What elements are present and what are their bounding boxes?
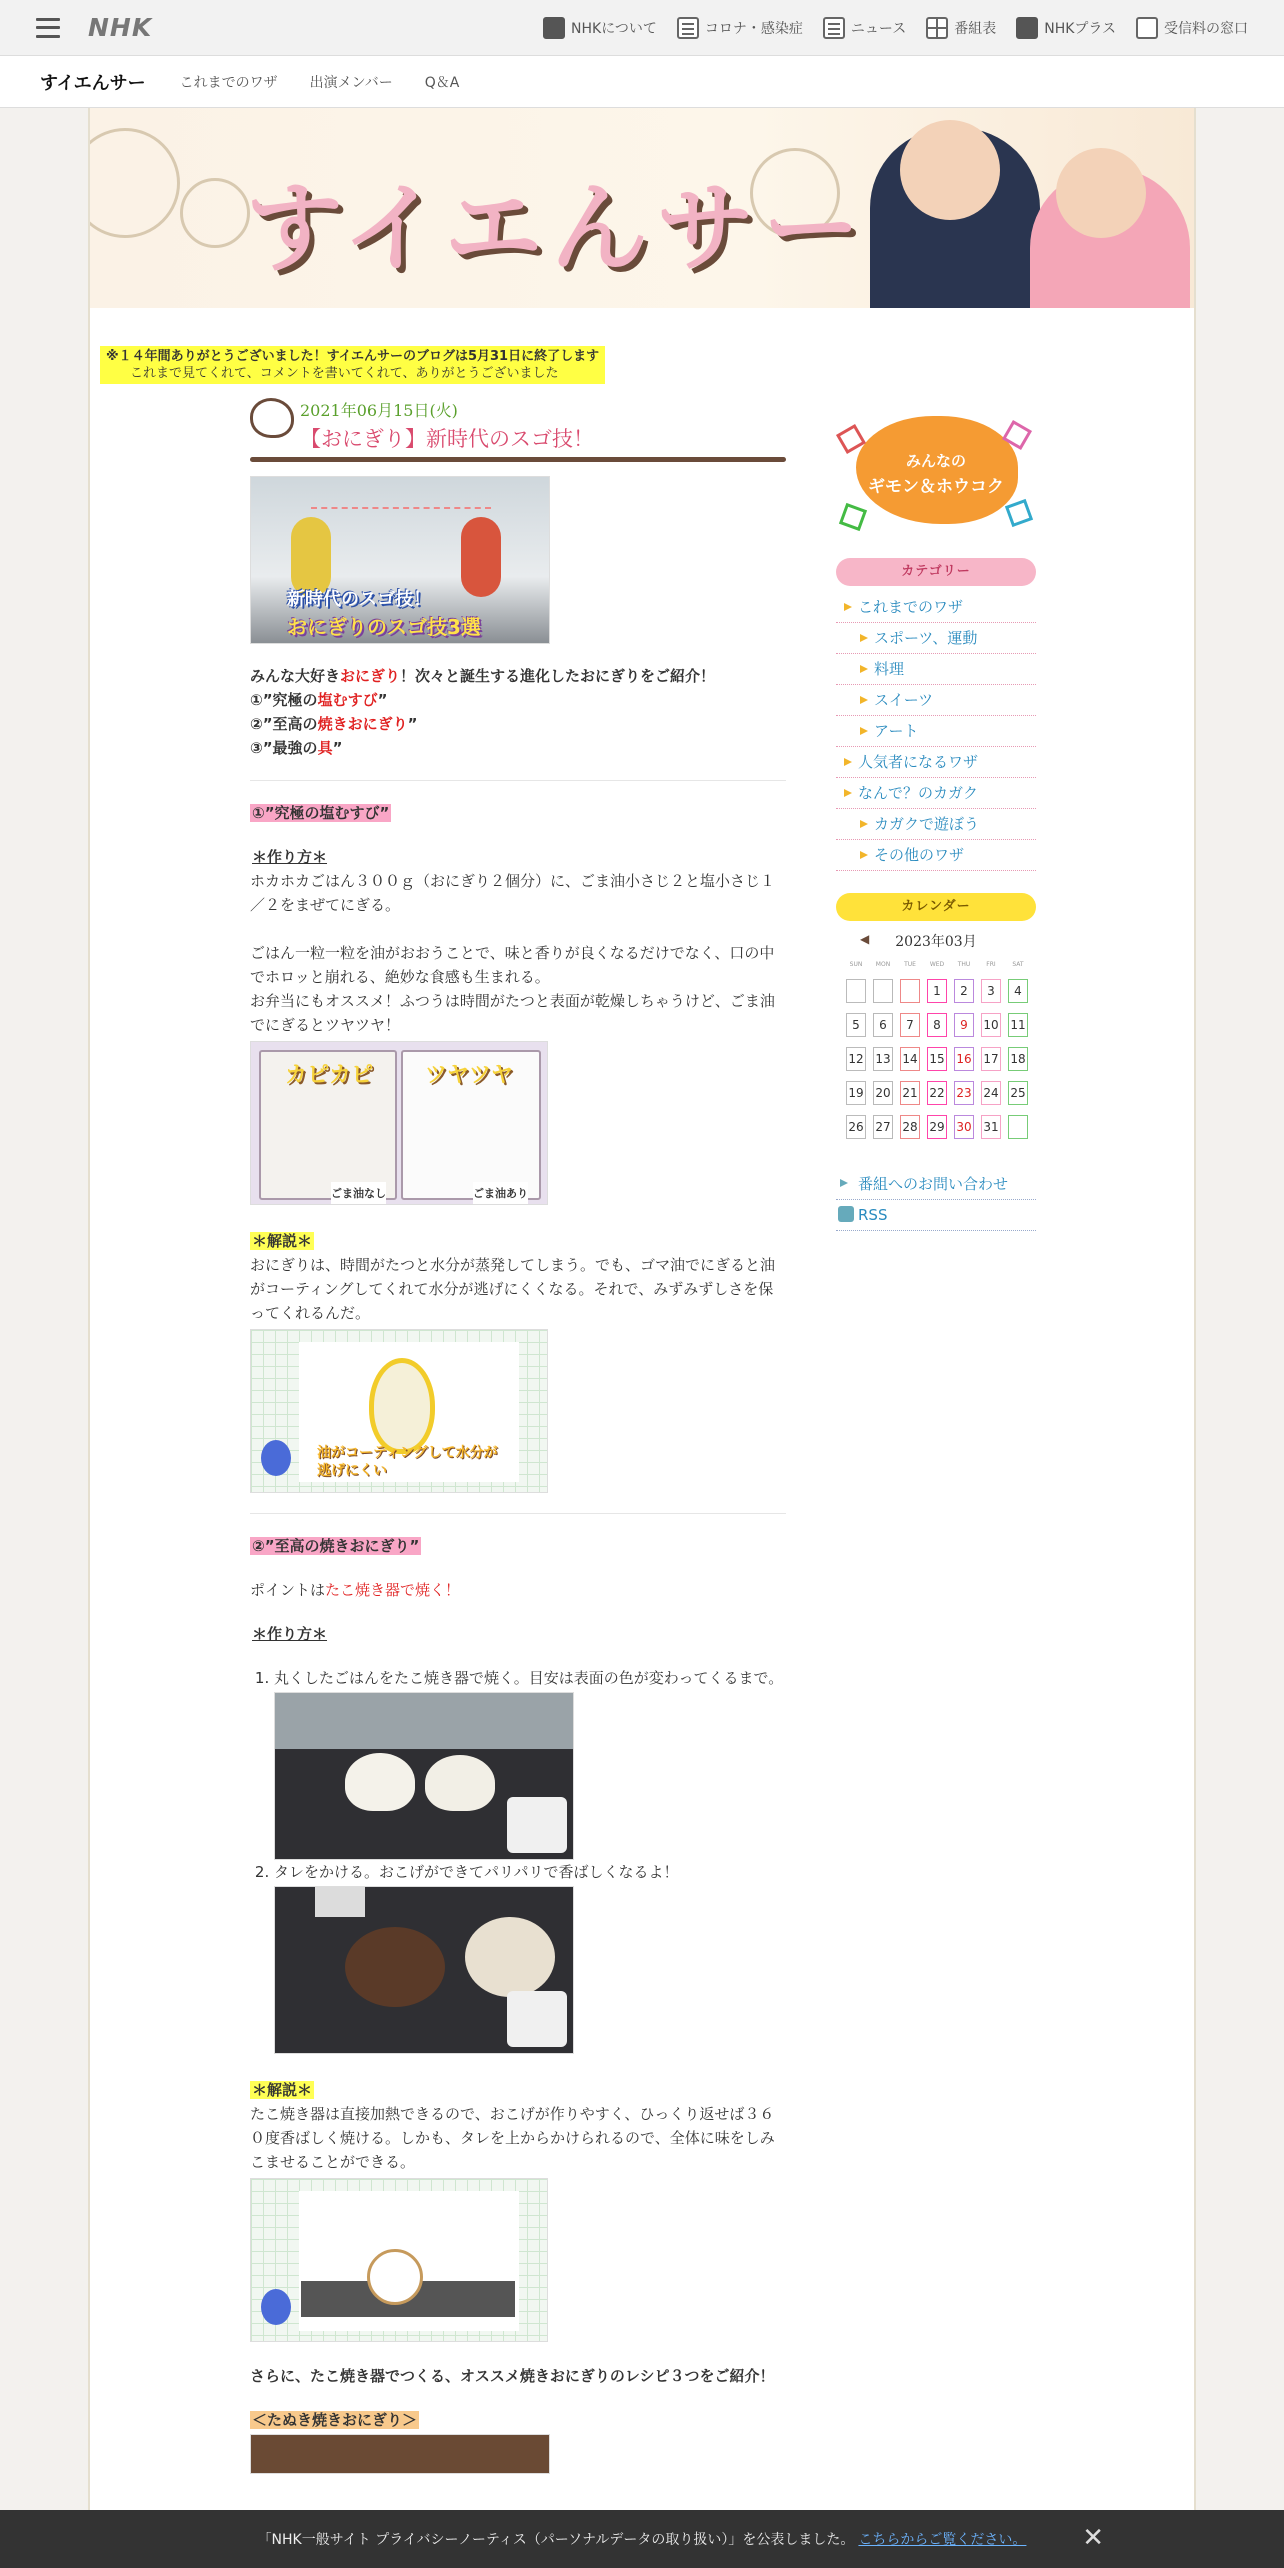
section-heading: ①”究極の塩むすび”	[252, 804, 390, 822]
kaisetsu-text: たこ焼き器は直接加熱できるので、おこげが作りやすく、ひっくり返せば３６０度香ばしく焼ける。しかも、タレを上からかけられるので、全体に味をしみこませることができる。	[250, 2105, 775, 2171]
calendar-day[interactable]: 28	[900, 1115, 920, 1139]
mascot-character	[261, 2289, 291, 2325]
rice-ball	[465, 1917, 555, 1997]
program-banner[interactable]	[90, 108, 1194, 308]
category-item[interactable]: 料理	[836, 654, 1036, 685]
nav-about-nhk[interactable]: NHKについて	[543, 17, 657, 39]
grid-icon	[926, 17, 948, 39]
category-item[interactable]: スポーツ、運動	[836, 623, 1036, 654]
post-date: 2021年06月15日(火)	[300, 401, 458, 420]
post-title[interactable]: 【おにぎり】新時代のスゴ技！	[300, 427, 594, 451]
calendar-day[interactable]: 9	[954, 1013, 974, 1037]
intro-list-item: ②”至高の焼きおにぎり”	[250, 715, 418, 733]
hosts-inset	[507, 1991, 567, 2047]
post-header	[250, 398, 786, 453]
close-icon[interactable]: ✕	[1082, 2523, 1104, 2553]
cloud-icon	[250, 398, 294, 438]
calendar-day[interactable]: 8	[927, 1013, 947, 1037]
program-nav	[0, 56, 1284, 108]
category-item[interactable]: なんで？のカガク	[836, 778, 1036, 809]
calendar-day[interactable]: 13	[873, 1047, 893, 1071]
intro-list-item: ③”最強の具”	[250, 739, 343, 757]
calendar-day[interactable]: 19	[846, 1081, 866, 1105]
article	[250, 398, 786, 2474]
rss-link[interactable]: RSS	[836, 1200, 1036, 1231]
calendar-day[interactable]: 20	[873, 1081, 893, 1105]
global-header	[0, 0, 1284, 56]
calendar-day[interactable]: 16	[954, 1047, 974, 1071]
prev-month-icon[interactable]: ◀	[860, 932, 870, 946]
category-item[interactable]: スイーツ	[836, 685, 1036, 716]
lab-decoration	[180, 178, 250, 248]
subnav-past-tips[interactable]: これまでのワザ	[179, 74, 278, 91]
point-text: ポイントはたこ焼き器で焼く！	[250, 1581, 461, 1599]
coating-diagram-image[interactable]: 油がコーティングして水分が逃げにくい	[250, 1329, 548, 1493]
hosts-inset	[507, 1797, 567, 1853]
arrow-icon	[840, 1179, 848, 1187]
calendar-day[interactable]: 22	[927, 1081, 947, 1105]
calendar-day[interactable]: 18	[1008, 1047, 1028, 1071]
calendar-day[interactable]: 17	[981, 1047, 1001, 1071]
intro-text: みんな大好きおにぎり！次々と誕生する進化したおにぎりをご紹介！	[250, 667, 716, 685]
header-strip	[315, 1887, 365, 1917]
document-icon	[677, 17, 699, 39]
contact-link[interactable]: 番組へのお問い合わせ	[836, 1169, 1036, 1200]
calendar-day[interactable]: 14	[900, 1047, 920, 1071]
calendar-empty-cell	[873, 979, 893, 1003]
rss-icon	[838, 1206, 854, 1222]
calendar	[836, 893, 1036, 1139]
calendar-month: ◀ 2023年03月	[860, 932, 977, 950]
calendar-day[interactable]: 4	[1008, 979, 1028, 1003]
calendar-day[interactable]: 12	[846, 1047, 866, 1071]
more-recipes-text: さらに、たこ焼き器でつくる、オススメ焼きおにぎりのレシピ３つをご紹介！	[250, 2367, 775, 2385]
category-item[interactable]: アート	[836, 716, 1036, 747]
calendar-day[interactable]: 11	[1008, 1013, 1028, 1037]
category-item[interactable]: 人気者になるワザ	[836, 747, 1036, 778]
globe-decoration	[90, 128, 180, 238]
step-item: 1. 丸くしたごはんをたこ焼き器で焼く。目安は表面の色が変わってくるまで。	[274, 1666, 786, 1860]
section-heading: ②”至高の焼きおにぎり”	[252, 1537, 420, 1555]
calendar-day[interactable]: 7	[900, 1013, 920, 1037]
calendar-grid: SUN MON TUE WED THU FRI SAT 1 2 3 4 5 6 7 8 9 10 11 12 13 14 15 16 17 18 19 20 21 22 23 24 25 26 27 28 29 30 31	[846, 961, 1036, 1139]
rice-comparison-image[interactable]: カピカピ ツヤツヤ ごま油なし ごま油あり	[250, 1041, 548, 1205]
host-1-face	[900, 120, 1000, 220]
calendar-day[interactable]: 15	[927, 1047, 947, 1071]
calendar-day[interactable]: 3	[981, 979, 1001, 1003]
calendar-day[interactable]: 10	[981, 1013, 1001, 1037]
content-frame	[88, 108, 1196, 2568]
privacy-notice-link[interactable]: こちらからご覧ください。	[858, 2532, 1027, 2548]
sidebar-links	[836, 1169, 1036, 1231]
category-heading: カテゴリー	[836, 558, 1036, 586]
section-shio-musubi	[250, 801, 786, 1493]
counter-icon	[1136, 17, 1158, 39]
program-title[interactable]: すイエんサー	[40, 72, 146, 94]
calendar-day[interactable]: 26	[846, 1115, 866, 1139]
calendar-day[interactable]: 29	[927, 1115, 947, 1139]
privacy-notice-text: 「NHK一般サイト プライバシーノーティス（パーソナルデータの取り扱い）」を公表しました。	[257, 2532, 855, 2548]
grilled-rice-ball	[345, 1927, 445, 2007]
calendar-day[interactable]: 25	[1008, 1081, 1028, 1105]
host-figure-right	[461, 517, 501, 597]
nhk-logo[interactable]: NHK	[88, 13, 153, 42]
rice-grain-illustration	[369, 1358, 435, 1454]
blog-end-notice: ※１４年間ありがとうございました！すイエんサーのブログは5月31日に終了します これまで見てくれて、コメントを書いてくれて、ありがとうございました	[100, 346, 605, 384]
divider	[250, 1513, 786, 1514]
calendar-day[interactable]: 24	[981, 1081, 1001, 1105]
steps-list	[250, 1666, 786, 2054]
news-icon	[823, 17, 845, 39]
kaisetsu-label: ＊解説＊	[252, 1232, 313, 1250]
takoyaki-pan-image[interactable]	[274, 1692, 574, 1860]
mascot-character	[261, 1440, 291, 1476]
onigiri-intro-image[interactable]: 新時代のスゴ技！ おにぎりのスゴ技3選	[250, 476, 550, 644]
calendar-day[interactable]: 23	[954, 1081, 974, 1105]
sidebar	[836, 398, 1036, 1231]
calendar-day[interactable]: 21	[900, 1081, 920, 1105]
sauce-pour-image[interactable]	[274, 1886, 574, 2054]
calendar-day[interactable]: 27	[873, 1115, 893, 1139]
questions-reports-banner[interactable]: みんなの ギモン＆ホウコク	[836, 398, 1036, 538]
category-item[interactable]: カガクで遊ぼう	[836, 809, 1036, 840]
subnav-qa[interactable]: Q＆A	[424, 74, 460, 91]
hamburger-menu-icon[interactable]	[36, 18, 60, 38]
paragraph: ごはん一粒一粒を油がおおうことで、味と香りが良くなるだけでなく、口の中でホロッと崩れる、絶妙な食感も生まれる。	[250, 944, 775, 986]
paragraph: お弁当にもオススメ！ふつうは時間がたつと表面が乾燥しちゃうけど、ごま油でにぎるとツヤツヤ！	[250, 992, 775, 1034]
rice-ball	[345, 1753, 415, 1811]
privacy-notice-bar	[0, 2510, 1284, 2568]
nhk-icon	[543, 17, 565, 39]
nav-program-guide[interactable]: 番組表	[926, 17, 996, 39]
category-item[interactable]: その他のワザ	[836, 840, 1036, 871]
host-2-face	[1056, 148, 1146, 238]
howto-label: ＊作り方＊	[252, 1625, 328, 1643]
page-background	[0, 108, 1284, 2568]
nhk-plus-icon	[1016, 17, 1038, 39]
section-yaki-onigiri	[250, 1534, 786, 2474]
kaisetsu-text: おにぎりは、時間がたつと水分が蒸発してしまう。でも、ゴマ油でにぎると油がコーティングしてくれて水分が逃げにくくなる。それで、みずみずしさを保ってくれるんだ。	[250, 1256, 776, 1322]
arrow-icon	[1005, 499, 1033, 527]
howto-label: ＊作り方＊	[252, 848, 328, 866]
nav-reception-fee[interactable]: 受信料の窓口	[1136, 17, 1248, 39]
divider	[250, 780, 786, 781]
subnav-members[interactable]: 出演メンバー	[309, 74, 393, 91]
calendar-heading: カレンダー	[836, 893, 1036, 921]
rice-ball-diagram	[367, 2249, 423, 2305]
calendar-day[interactable]: 2	[954, 979, 974, 1003]
tanuki-onigiri-image[interactable]	[250, 2434, 550, 2474]
calendar-empty-cell	[846, 979, 866, 1003]
calendar-day[interactable]: 30	[954, 1115, 974, 1139]
calendar-empty-cell	[1008, 1115, 1028, 1139]
calendar-empty-cell	[900, 979, 920, 1003]
nav-news[interactable]: ニュース	[823, 17, 906, 39]
recipe-heading: ＜たぬき焼きおにぎり＞	[252, 2411, 418, 2429]
arrow-icon	[839, 503, 867, 531]
calendar-day[interactable]: 31	[981, 1115, 1001, 1139]
calendar-day[interactable]: 5	[846, 1013, 866, 1037]
intro-list-item: ①”究極の塩むすび”	[250, 691, 388, 709]
category-list	[836, 592, 1036, 871]
article-intro	[250, 664, 786, 760]
howto-text: ホカホカごはん３００ｇ（おにぎり２個分）に、ごま油小さじ２と塩小さじ１／２をまぜてにぎる。	[250, 872, 776, 914]
rice-ball	[425, 1755, 495, 1811]
title-underline	[250, 457, 786, 462]
calendar-day[interactable]: 1	[927, 979, 947, 1003]
step-item: 2. タレをかける。おこげができてパリパリで香ばしくなるよ！	[274, 1860, 786, 2054]
heating-diagram-image[interactable]	[250, 2178, 548, 2342]
kaisetsu-label: ＊解説＊	[252, 2081, 313, 2099]
global-nav	[523, 17, 1248, 39]
nav-nhk-plus[interactable]: NHKプラス	[1016, 17, 1116, 39]
banner-title: すイエんサー	[245, 172, 869, 286]
calendar-day[interactable]: 6	[873, 1013, 893, 1037]
nav-corona[interactable]: コロナ・感染症	[677, 17, 803, 39]
category-item[interactable]: これまでのワザ	[836, 592, 1036, 623]
